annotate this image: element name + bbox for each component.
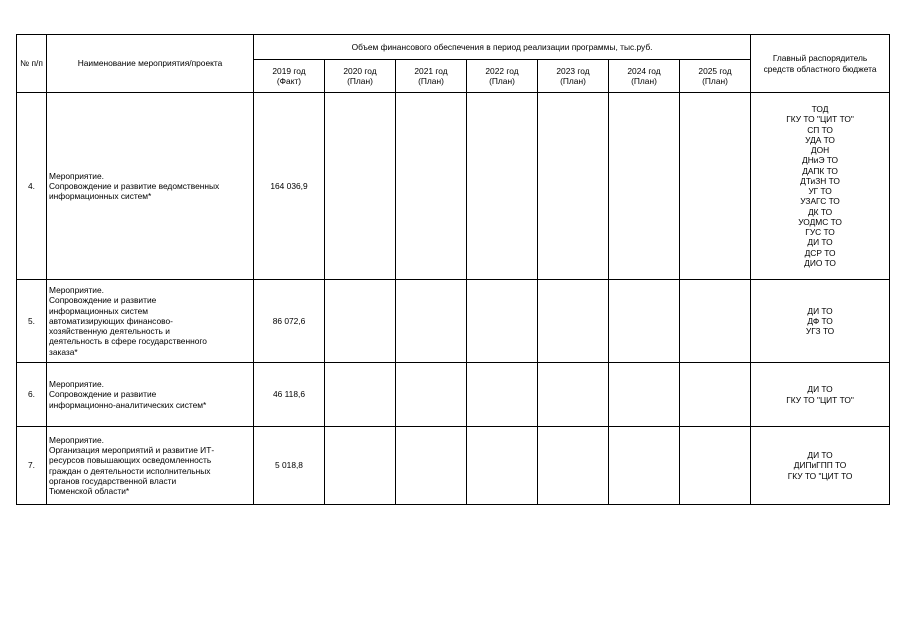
responsible-entry: УОДМС ТО [798,216,842,227]
responsible-header-line: Главный распорядитель [772,53,868,64]
row-name [47,280,254,363]
row-number: 7. [17,427,47,505]
value-2019: 46 118,6 [254,363,325,427]
responsible-entry: ДК ТО [807,206,833,217]
row-name-line: граждан о деятельности исполнительных [49,465,211,476]
year-type: (План) [560,76,586,86]
year-type: (План) [631,76,657,86]
responsible-entry: ГКУ ТО "ЦИТ ТО [787,470,853,481]
row-number: 6. [17,363,47,427]
year-label: 2019 год [272,65,306,76]
value-2023 [538,93,609,280]
year-header-2020 [325,60,396,93]
year-header-2019 [254,60,325,93]
year-label: 2024 год [627,65,661,76]
value-2021 [396,93,467,280]
responsible-entry: УЗАГС ТО [800,196,840,207]
responsible-entry: ГУС ТО [805,227,835,237]
year-header-2023 [538,60,609,93]
year-header-2021 [396,60,467,93]
num-header: № п/п [17,35,47,93]
responsible-entry: УДА ТО [805,134,835,145]
responsible-entry: УГЗ ТО [805,326,835,337]
year-type: (План) [418,76,444,86]
year-type: (Факт) [276,76,302,86]
row-name-line: Сопровождение и развитие [49,295,157,306]
table-row [17,427,890,505]
responsible-entry: СП ТО [807,124,833,135]
value-2023 [538,427,609,505]
responsible-entry: ДИ ТО [807,450,833,461]
value-2021 [396,280,467,363]
row-name-line: хозяйственную деятельность и [49,326,170,337]
responsible-entry: ДТиЗН ТО [800,175,840,186]
value-2021 [396,427,467,505]
value-2022 [467,427,538,505]
responsible-entry: ДФ ТО [807,315,833,326]
year-label: 2025 год [698,65,732,76]
year-label: 2022 год [485,65,519,76]
volume-header: Объем финансового обеспечения в период реализации программы, тыс.руб. [254,35,751,60]
row-name-line: деятельность в сфере государственного [49,336,207,347]
table-row [17,280,890,363]
responsible-entry: ГКУ ТО "ЦИТ ТО" [786,394,854,405]
responsible-cell [751,427,890,505]
row-name-line: Тюменской области* [49,486,130,496]
responsible-entry: ДИ ТО [807,384,833,395]
row-name-line: информационно-аналитических систем* [49,399,207,410]
responsible-entry: ДИПиГПП ТО [793,460,847,471]
responsible-entry: ДОН [810,145,830,155]
value-2023 [538,280,609,363]
responsible-header [751,35,890,93]
value-2020 [325,427,396,505]
row-name [47,363,254,427]
value-2019: 86 072,6 [254,280,325,363]
responsible-entry: ДИ ТО [807,237,833,248]
value-2022 [467,280,538,363]
year-header-2022 [467,60,538,93]
row-name-line: Мероприятие. [49,434,104,445]
responsible-cell [751,280,890,363]
row-name-line: Сопровождение и развитие [49,389,157,400]
value-2019: 164 036,9 [254,93,325,280]
responsible-entry: УГ ТО [808,186,832,196]
value-2024 [609,93,680,280]
responsible-entry: ДНиЭ ТО [802,155,839,166]
table-row [17,93,890,280]
value-2022 [467,93,538,280]
value-2020 [325,363,396,427]
value-2025 [680,93,751,280]
responsible-entry: ТОД [811,104,829,114]
value-2023 [538,363,609,427]
row-number: 4. [17,93,47,280]
year-label: 2023 год [556,65,590,76]
responsible-entry: ДИО ТО [804,257,836,268]
value-2025 [680,280,751,363]
value-2021 [396,363,467,427]
responsible-header-line: средств областного бюджета [763,63,877,74]
value-2024 [609,427,680,505]
responsible-entry: ДСР ТО [804,247,836,258]
value-2024 [609,280,680,363]
row-name-line: Мероприятие. [49,170,104,181]
value-2020 [325,93,396,280]
row-name-line: заказа* [49,346,78,357]
year-label: 2020 год [343,65,377,76]
row-name-line: информационных систем [49,305,149,316]
row-name-line: Сопровождение и развитие ведомственных [49,180,220,191]
row-name-line: информационных систем* [49,191,152,202]
responsible-entry: ДАПК ТО [802,165,838,176]
value-2020 [325,280,396,363]
name-header: Наименование мероприятия/проекта [47,35,254,93]
responsible-cell [751,93,890,280]
row-name-line: органов государственной власти [49,475,177,486]
table-header-row [17,35,890,60]
row-name-line: ресурсов повышающих осведомленность [49,455,212,466]
value-2019: 5 018,8 [254,427,325,505]
year-type: (План) [489,76,515,86]
table-row [17,363,890,427]
row-name-line: автоматизирующих финансово- [49,315,173,326]
value-2025 [680,427,751,505]
year-header-2025 [680,60,751,93]
value-2024 [609,363,680,427]
value-2025 [680,363,751,427]
responsible-entry: ГКУ ТО "ЦИТ ТО" [786,114,854,125]
year-type: (План) [347,76,373,86]
responsible-cell [751,363,890,427]
year-header-2024 [609,60,680,93]
row-name [47,93,254,280]
financing-table [16,34,890,505]
row-name [47,427,254,505]
responsible-entry: ДИ ТО [807,305,833,316]
year-label: 2021 год [414,65,448,76]
row-name-line: Организация мероприятий и развитие ИТ- [49,445,215,455]
row-number: 5. [17,280,47,363]
row-name-line: Мероприятие. [49,285,104,296]
year-type: (План) [702,76,728,86]
row-name-line: Мероприятие. [49,379,104,390]
value-2022 [467,363,538,427]
